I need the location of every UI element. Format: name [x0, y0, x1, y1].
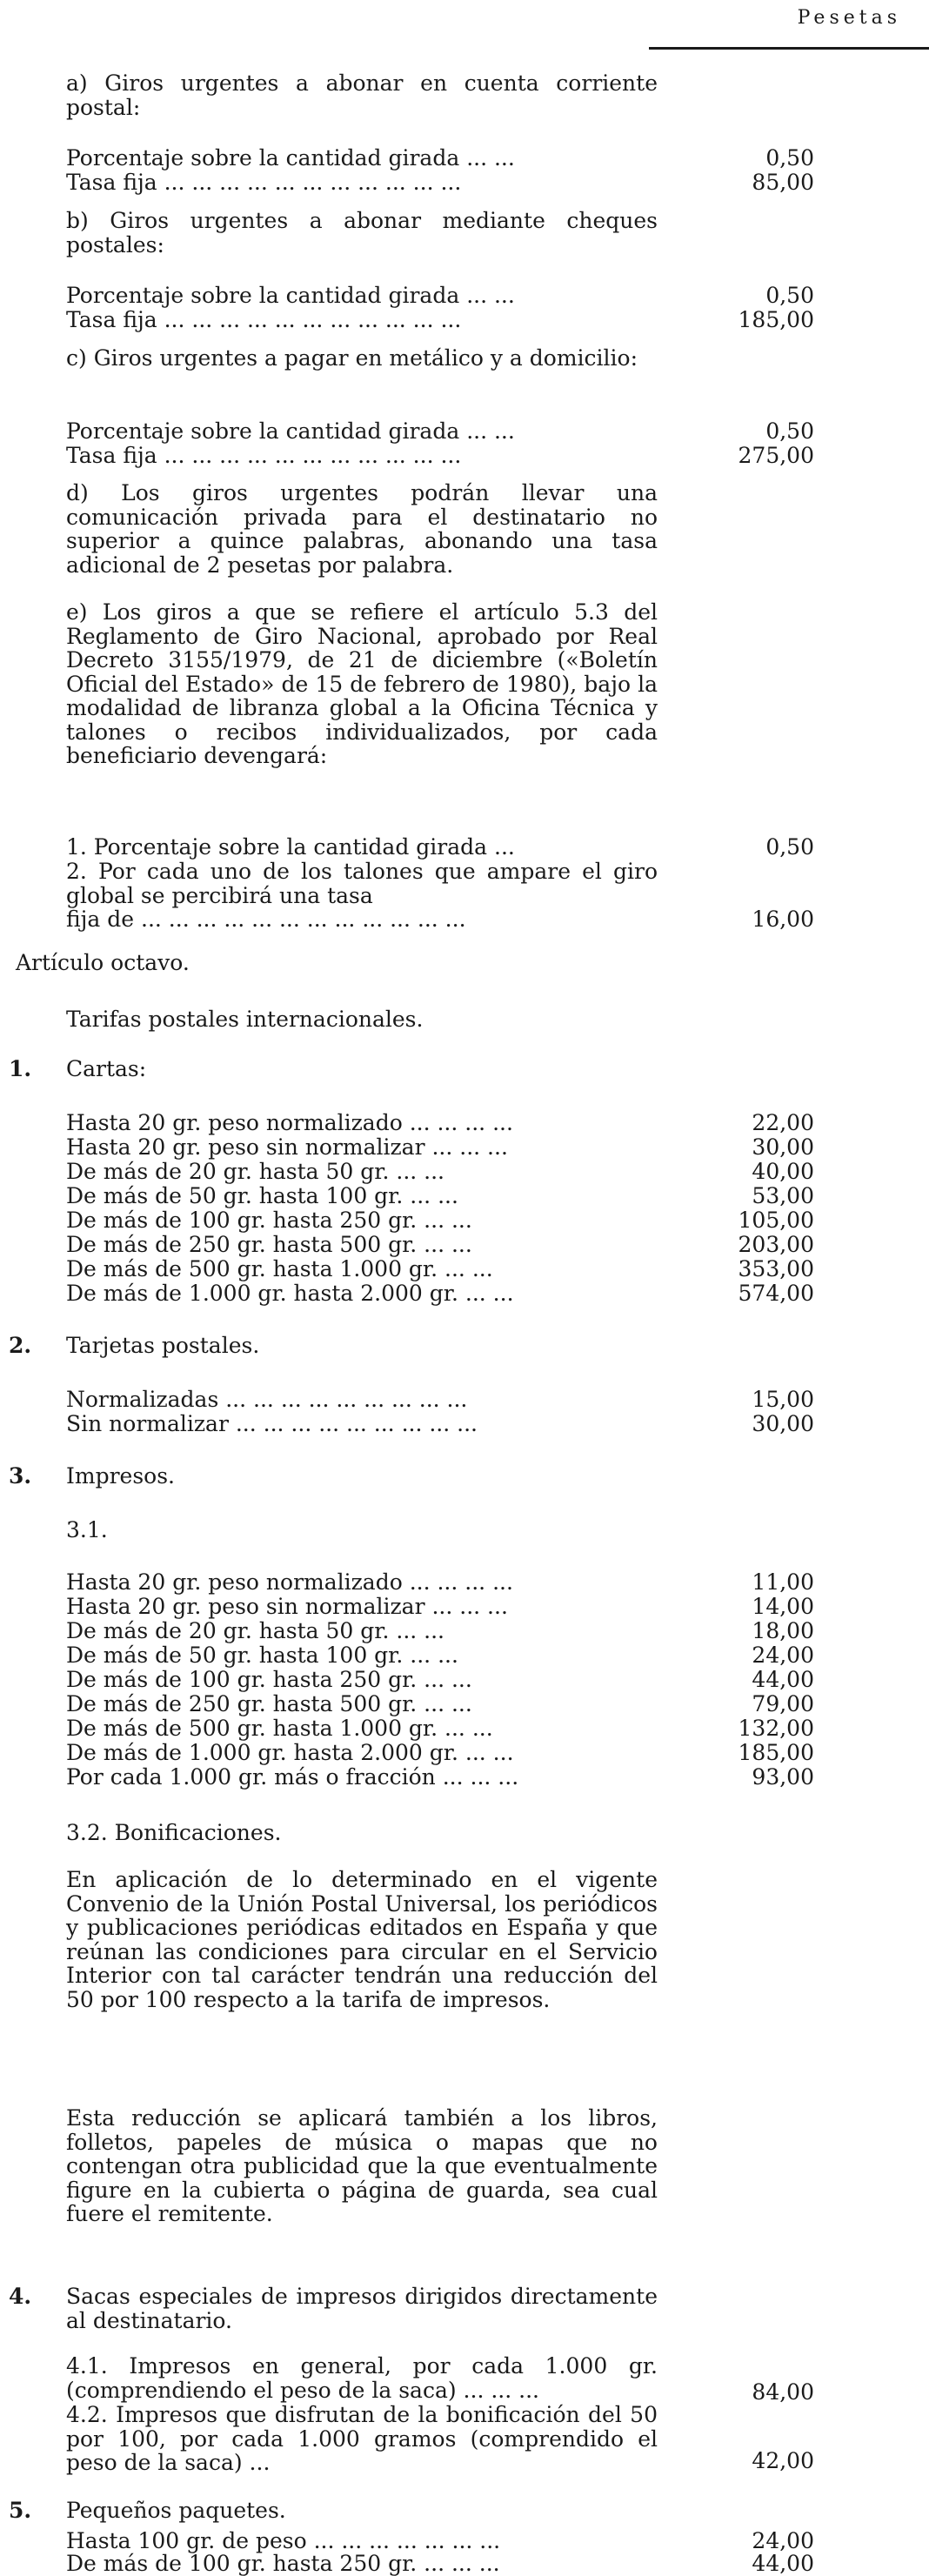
tarjetas-row: Normalizadas ... ... ... ... ... ... ... ... ... 15,00 — [66, 1387, 814, 1412]
cartas-row: Hasta 20 gr. peso normalizado ... ... ... ... 22,00 — [66, 1110, 814, 1135]
column-header — [649, 5, 929, 52]
impresos-row: Hasta 20 gr. peso normalizado ... ... ... ... 11,00 — [66, 1569, 814, 1595]
giro-e2-text: 2. Por cada uno de los talones que ampare el giro global se percibirá una tasa — [66, 859, 658, 908]
paquetes-title: Pequeños paquetes. — [66, 2498, 286, 2523]
paquetes-row: Hasta 100 gr. de peso ... ... ... ... ... ... ... 24,00 — [66, 2528, 814, 2553]
cartas-row: De más de 100 gr. hasta 250 gr. ... ... 105,00 — [66, 1208, 814, 1233]
bonificaciones-p2: Esta reducción se aplicará también a los libros, folletos, papeles de música o mapas que no contengan otra publicidad que la que eventualmente figure en la cubierta o página de guarda, sea cual fuere el remitente. — [66, 2105, 658, 2226]
impresos-row: De más de 100 gr. hasta 250 gr. ... ... 44,00 — [66, 1667, 814, 1692]
impresos-title: Impresos. — [66, 1463, 175, 1489]
sacas-r1-value-row: 84,00 — [752, 2379, 814, 2405]
sacas-r2-value-row: 42,00 — [752, 2448, 814, 2473]
giro-b-row: Tasa fija ... ... ... ... ... ... ... ... ... ... ... 185,00 — [66, 307, 814, 332]
giro-b-row: Porcentaje sobre la cantidad girada ... ... 0,50 — [66, 283, 814, 308]
giro-e2-row: fija de ... ... ... ... ... ... ... ... ... ... ... ... 16,00 — [66, 907, 814, 932]
paquetes-row: De más de 100 gr. hasta 250 gr. ... ... ... 44,00 — [66, 2551, 814, 2576]
section-number: 3. — [9, 1463, 32, 1489]
cartas-row: De más de 1.000 gr. hasta 2.000 gr. ... ... 574,00 — [66, 1281, 814, 1306]
cartas-row: De más de 50 gr. hasta 100 gr. ... ... 53,00 — [66, 1183, 814, 1208]
giro-a-title: a) Giros urgentes a abonar en cuenta corriente postal: — [66, 70, 658, 120]
cartas-row: Hasta 20 gr. peso sin normalizar ... ... ... 30,00 — [66, 1134, 814, 1160]
impresos-row: De más de 500 gr. hasta 1.000 gr. ... ... 132,00 — [66, 1716, 814, 1741]
impresos-row: De más de 250 gr. hasta 500 gr. ... ... 79,00 — [66, 1691, 814, 1716]
giro-d-text: d) Los giros urgentes podrán llevar una comunicación privada para el destinatario no superior a quince palabras, abonando una tasa adicional de 2 pesetas por palabra. — [66, 480, 658, 578]
impresos-row: Por cada 1.000 gr. más o fracción ... ... ... 93,00 — [66, 1764, 814, 1790]
section-number: 1. — [9, 1056, 32, 1081]
tarjetas-row: Sin normalizar ... ... ... ... ... ... ... ... ... 30,00 — [66, 1411, 814, 1436]
bonificaciones-p1: En aplicación de lo determinado en el vigente Convenio de la Unión Postal Universal, los periódicos y publicaciones periódicas editados en España y que reúnan las condiciones para circular en el Servicio Interior con tal carácter tendrán una reducción del 50 por 100 respecto a la tarifa de impresos. — [66, 1867, 658, 2012]
sacas-r2-text: 4.2. Impresos que disfrutan de la bonificación del 50 por 100, por cada 1.000 gramos (comprendido el peso de la saca) ... — [66, 2402, 658, 2475]
giro-a-row: Porcentaje sobre la cantidad girada ... ... 0,50 — [66, 145, 814, 171]
impresos-row: Hasta 20 gr. peso sin normalizar ... ... ... 14,00 — [66, 1594, 814, 1619]
sacas-title: Sacas especiales de impresos dirigidos directamente al destinatario. — [66, 2284, 658, 2333]
sacas-r1-text: 4.1. Impresos en general, por cada 1.000 gr. (comprendiendo el peso de la saca) ... ... ... — [66, 2353, 658, 2403]
cartas-title: Cartas: — [66, 1056, 147, 1081]
articulo-heading: Artículo octavo. — [16, 950, 190, 975]
section-number: 4. — [9, 2284, 32, 2309]
giro-e1-row: 1. Porcentaje sobre la cantidad girada ... 0,50 — [66, 834, 814, 860]
giro-a-row: Tasa fija ... ... ... ... ... ... ... ... ... ... ... 85,00 — [66, 170, 814, 195]
giro-b-title: b) Giros urgentes a abonar mediante cheques postales: — [66, 208, 658, 258]
impresos-row: De más de 20 gr. hasta 50 gr. ... ... 18,00 — [66, 1618, 814, 1643]
giro-c-row: Tasa fija ... ... ... ... ... ... ... ... ... ... ... 275,00 — [66, 443, 814, 468]
header-rule — [649, 47, 929, 50]
impresos-sub: 3.1. — [66, 1517, 108, 1542]
pesetas-header: Pesetas — [797, 7, 901, 29]
giro-c-title: c) Giros urgentes a pagar en metálico y a domicilio: — [66, 345, 638, 371]
bonificaciones-title: 3.2. Bonificaciones. — [66, 1820, 282, 1845]
section-number: 5. — [9, 2498, 32, 2523]
cartas-row: De más de 500 gr. hasta 1.000 gr. ... ... 353,00 — [66, 1256, 814, 1281]
tarjetas-title: Tarjetas postales. — [66, 1333, 260, 1358]
impresos-row: De más de 1.000 gr. hasta 2.000 gr. ... ... 185,00 — [66, 1740, 814, 1765]
cartas-row: De más de 250 gr. hasta 500 gr. ... ... 203,00 — [66, 1232, 814, 1257]
cartas-row: De más de 20 gr. hasta 50 gr. ... ... 40,00 — [66, 1159, 814, 1184]
section-number: 2. — [9, 1333, 32, 1358]
tarifas-title: Tarifas postales internacionales. — [66, 1007, 424, 1032]
impresos-row: De más de 50 gr. hasta 100 gr. ... ... 24,00 — [66, 1643, 814, 1668]
giro-e-text: e) Los giros a que se refiere el artículo 5.3 del Reglamento de Giro Nacional, aprobado por Real Decreto 3155/1979, de 21 de diciembre («Boletín Oficial del Estado» de 15 de febrero de 1980), bajo la modalidad de libranza global a la Oficina Técnica y talones o recibos individualizados, por cada beneficiario devengará: — [66, 599, 658, 768]
giro-c-row: Porcentaje sobre la cantidad girada ... ... 0,50 — [66, 418, 814, 444]
